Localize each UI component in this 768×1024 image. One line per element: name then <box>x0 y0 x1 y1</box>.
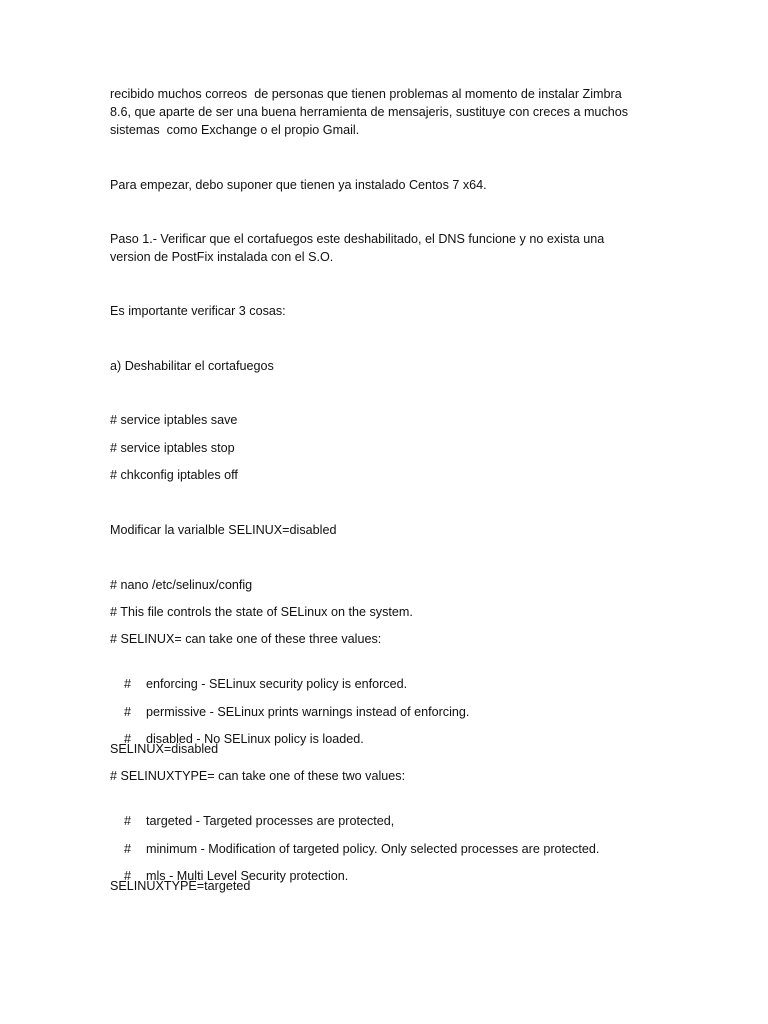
comment-hash-mark: # <box>124 869 132 883</box>
comment-hash-mark: # <box>124 677 132 691</box>
paragraph-prerequisite: Para empezar, debo suponer que tienen ya instalado Centos 7 x64. <box>110 178 487 192</box>
instruction-modify-selinux: Modificar la varialble SELINUX=disabled <box>110 523 337 537</box>
paragraph-intro-line-3: sistemas como Exchange o el propio Gmail. <box>110 123 360 137</box>
step-1-line-2: version de PostFix instalada con el S.O. <box>110 250 334 264</box>
comment-hash-mark: # <box>124 814 132 828</box>
config-option-text: disabled - No SELinux policy is loaded. <box>146 732 364 746</box>
command-iptables-stop: # service iptables stop <box>110 441 235 455</box>
command-chkconfig-off: # chkconfig iptables off <box>110 468 238 482</box>
comment-hash-mark: # <box>124 732 132 746</box>
config-option-text: minimum - Modification of targeted policy. Only selected processes are protected. <box>146 842 600 856</box>
comment-hash-mark: # <box>124 705 132 719</box>
config-option-text: permissive - SELinux prints warnings instead of enforcing. <box>146 705 470 719</box>
config-option-text: targeted - Targeted processes are protected, <box>146 814 395 828</box>
paragraph-intro-line-1: recibido muchos correos de personas que tienen problemas al momento de instalar Zimbra <box>110 87 622 101</box>
comment-hash-mark: # <box>124 842 132 856</box>
paragraph-intro-line-2: 8.6, que aparte de ser una buena herramienta de mensajeris, sustituye con creces a muchos <box>110 105 629 119</box>
config-selinuxtype-setting: SELINUXTYPE=targeted <box>110 879 251 893</box>
config-comment-selinux-values: # SELINUX= can take one of these three values: <box>110 632 382 646</box>
config-option-text: enforcing - SELinux security policy is enforced. <box>146 677 408 691</box>
config-option-text: mls - Multi Level Security protection. <box>146 869 349 883</box>
subheading-disable-firewall: a) Deshabilitar el cortafuegos <box>110 359 274 373</box>
checklist-heading: Es importante verificar 3 cosas: <box>110 304 286 318</box>
command-nano-selinux-config: # nano /etc/selinux/config <box>110 578 253 592</box>
step-1-line-1: Paso 1.- Verificar que el cortafuegos este deshabilitado, el DNS funcione y no exista una <box>110 232 605 246</box>
config-comment-file-controls: # This file controls the state of SELinux on the system. <box>110 605 413 619</box>
command-iptables-save: # service iptables save <box>110 413 238 427</box>
config-selinux-setting: SELINUX=disabled <box>110 742 219 756</box>
config-comment-selinuxtype-values: # SELINUXTYPE= can take one of these two values: <box>110 769 406 783</box>
